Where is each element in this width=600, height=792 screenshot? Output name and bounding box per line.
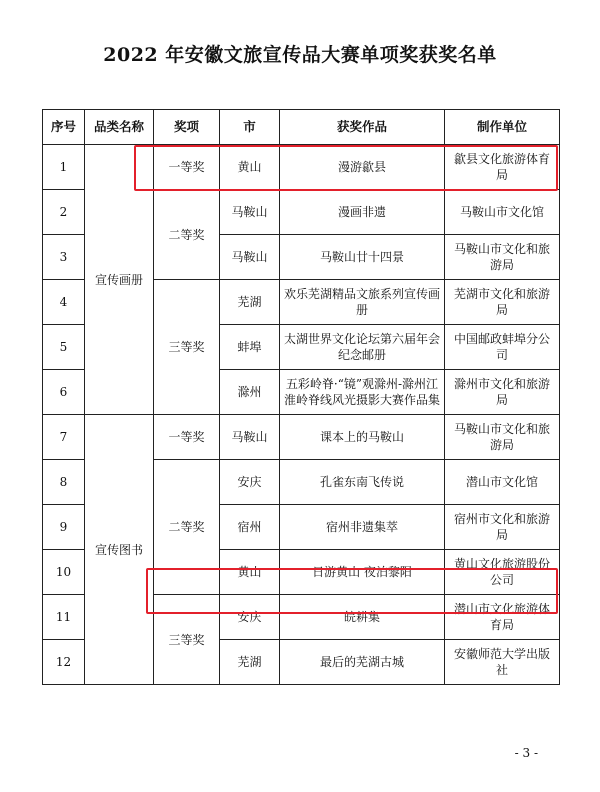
category-cell: 宣传图书	[85, 415, 154, 685]
city-cell: 蚌埠	[220, 325, 280, 370]
category-cell: 宣传画册	[85, 145, 154, 415]
header-no: 序号	[43, 110, 85, 145]
unit-cell: 宿州市文化和旅游局	[445, 505, 560, 550]
highlight-box-row-10	[146, 568, 558, 614]
unit-cell: 安徽师范大学出版社	[445, 640, 560, 685]
unit-cell: 黄山文化旅游股份公司	[445, 550, 560, 595]
header-work: 获奖作品	[280, 110, 445, 145]
highlight-box-row-1	[134, 145, 558, 191]
page-number: - 3 -	[514, 746, 538, 760]
city-cell: 安庆	[220, 460, 280, 505]
table-header-row	[43, 110, 560, 145]
work-cell: 皖耕集	[280, 595, 445, 640]
unit-cell: 歙县文化旅游体育局	[445, 145, 560, 190]
award-cell: 三等奖	[154, 280, 220, 415]
work-cell: 日游黄山 夜泊黎阳	[280, 550, 445, 595]
award-cell: 一等奖	[154, 145, 220, 190]
page-title: 2022 年安徽文旅宣传品大赛单项奖获奖名单	[103, 44, 497, 66]
award-cell: 二等奖	[154, 190, 220, 280]
unit-cell: 潜山市文化馆	[445, 460, 560, 505]
unit-cell: 滁州市文化和旅游局	[445, 370, 560, 415]
unit-cell: 潜山市文化旅游体育局	[445, 595, 560, 640]
row-no: 4	[43, 280, 85, 325]
header-city: 市	[220, 110, 280, 145]
city-cell: 马鞍山	[220, 190, 280, 235]
row-no: 12	[43, 640, 85, 685]
city-cell: 宿州	[220, 505, 280, 550]
row-no: 5	[43, 325, 85, 370]
city-cell: 黄山	[220, 145, 280, 190]
table-row	[43, 415, 560, 460]
row-no: 6	[43, 370, 85, 415]
work-cell: 漫画非遗	[280, 190, 445, 235]
city-cell: 马鞍山	[220, 415, 280, 460]
row-no: 2	[43, 190, 85, 235]
work-cell: 孔雀东南飞传说	[280, 460, 445, 505]
unit-cell: 芜湖市文化和旅游局	[445, 280, 560, 325]
unit-cell: 马鞍山市文化和旅游局	[445, 235, 560, 280]
award-cell: 三等奖	[154, 595, 220, 685]
award-cell: 一等奖	[154, 415, 220, 460]
unit-cell: 中国邮政蚌埠分公司	[445, 325, 560, 370]
row-no: 7	[43, 415, 85, 460]
work-cell: 马鞍山廿十四景	[280, 235, 445, 280]
row-no: 8	[43, 460, 85, 505]
city-cell: 安庆	[220, 595, 280, 640]
work-cell: 太湖世界文化论坛第六届年会纪念邮册	[280, 325, 445, 370]
work-cell: 漫游歙县	[280, 145, 445, 190]
work-cell: 最后的芜湖古城	[280, 640, 445, 685]
row-no: 11	[43, 595, 85, 640]
unit-cell: 马鞍山市文化和旅游局	[445, 415, 560, 460]
work-cell: 课本上的马鞍山	[280, 415, 445, 460]
city-cell: 芜湖	[220, 640, 280, 685]
row-no: 3	[43, 235, 85, 280]
work-cell: 欢乐芜湖精品文旅系列宣传画册	[280, 280, 445, 325]
row-no: 10	[43, 550, 85, 595]
city-cell: 芜湖	[220, 280, 280, 325]
city-cell: 马鞍山	[220, 235, 280, 280]
row-no: 9	[43, 505, 85, 550]
work-cell: 宿州非遗集萃	[280, 505, 445, 550]
work-cell: 五彩岭脊·“镜”观滁州-滁州江淮岭脊线风光摄影大赛作品集	[280, 370, 445, 415]
header-award: 奖项	[154, 110, 220, 145]
award-cell: 二等奖	[154, 460, 220, 595]
city-cell: 滁州	[220, 370, 280, 415]
city-cell: 黄山	[220, 550, 280, 595]
unit-cell: 马鞍山市文化馆	[445, 190, 560, 235]
header-category: 品类名称	[85, 110, 154, 145]
row-no: 1	[43, 145, 85, 190]
header-unit: 制作单位	[445, 110, 560, 145]
